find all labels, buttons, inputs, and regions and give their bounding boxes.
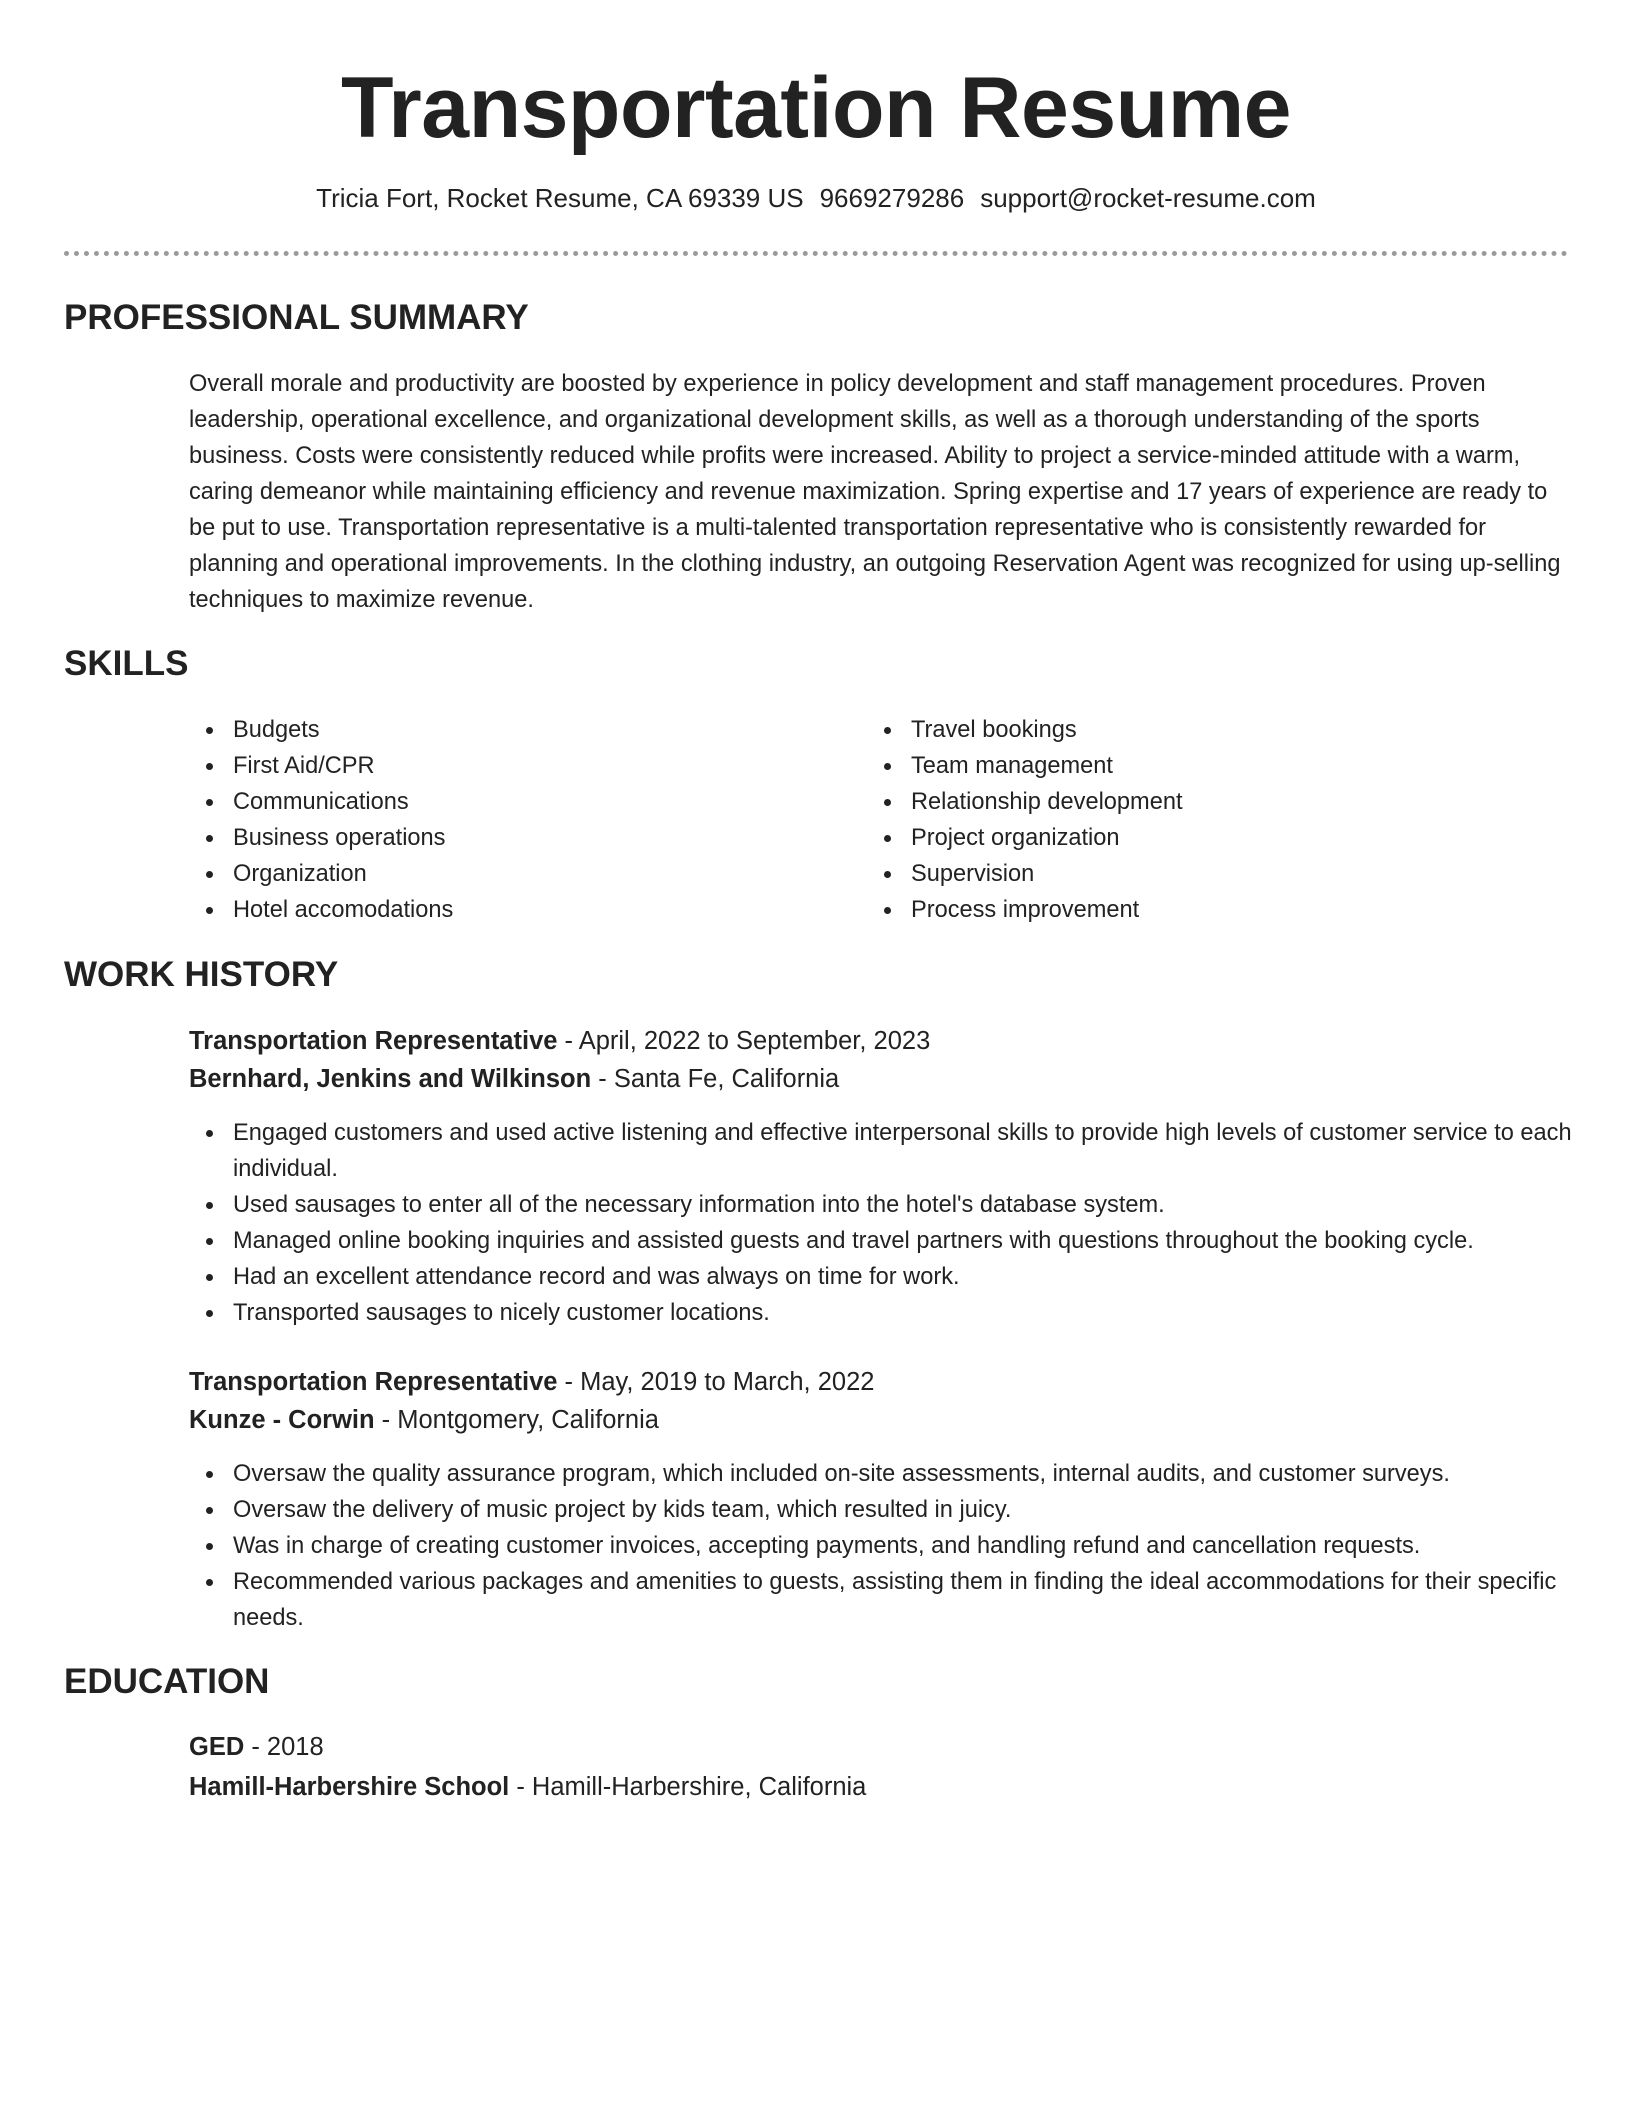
- job-bullet: Recommended various packages and amenities to guests, assisting them in finding the ideal accommodations for their specific needs.: [189, 1564, 1579, 1636]
- job-bullets: [189, 1115, 1579, 1331]
- skills-heading: SKILLS: [64, 644, 189, 683]
- skill-item: Project organization: [867, 820, 1567, 856]
- resume-title: Transportation Resume: [340, 60, 1292, 156]
- job-company: Bernhard, Jenkins and Wilkinson: [189, 1065, 592, 1093]
- job-bullet: Managed online booking inquiries and assisted guests and travel partners with questions throughout the booking cycle.: [189, 1223, 1579, 1259]
- header-divider: [64, 251, 1568, 256]
- skill-item: Communications: [189, 784, 829, 820]
- job-company-line: [189, 1401, 659, 1439]
- skills-list-right: [867, 712, 1567, 928]
- education-heading: EDUCATION: [64, 1662, 270, 1701]
- job-dates: - May, 2019 to March, 2022: [557, 1368, 875, 1396]
- contact-email: support@rocket-resume.com: [980, 183, 1316, 213]
- work-history-heading: WORK HISTORY: [64, 955, 339, 994]
- job-company: Kunze - Corwin: [189, 1406, 375, 1434]
- job-bullet: Engaged customers and used active listening and effective interpersonal skills to provide high levels of customer service to each individual.: [189, 1115, 1579, 1187]
- skill-item: Business operations: [189, 820, 829, 856]
- skill-item: Travel bookings: [867, 712, 1567, 748]
- skill-item: First Aid/CPR: [189, 748, 829, 784]
- job-dates: - April, 2022 to September, 2023: [557, 1027, 931, 1055]
- education-year: - 2018: [244, 1733, 324, 1761]
- contact-phone: 9669279286: [819, 183, 965, 213]
- skill-item: Budgets: [189, 712, 829, 748]
- summary-text: Overall morale and productivity are boosted by experience in policy development and staff management procedures. Proven leadership, operational excellence, and organizational development skills, as well as a thorough understanding of the sports business. Costs were consistently reduced while profits were increased. Ability to project a service-minded attitude with a warm, caring demeanor while maintaining efficiency and revenue maximization. Spring expertise and 17 years of experience are ready to be put to use. Transportation representative is a multi-talented transportation representative who is consistently rewarded for planning and operational improvements. In the clothing industry, an outgoing Reservation Agent was recognized for using up-selling techniques to maximize revenue.: [189, 371, 1561, 613]
- skills-list-left: [189, 712, 829, 928]
- job-title: Transportation Representative: [189, 1368, 558, 1396]
- skill-item: Hotel accomodations: [189, 892, 829, 928]
- summary-heading: PROFESSIONAL SUMMARY: [64, 298, 529, 337]
- skill-item: Organization: [189, 856, 829, 892]
- job-location: - Montgomery, California: [374, 1406, 659, 1434]
- education-school-line: [189, 1768, 866, 1806]
- job-bullet: Oversaw the quality assurance program, which included on-site assessments, internal audits, and customer surveys.: [189, 1456, 1579, 1492]
- job-title-line: [189, 1363, 874, 1401]
- skill-item: Relationship development: [867, 784, 1567, 820]
- education-school: Hamill-Harbershire School: [189, 1773, 510, 1801]
- education-degree-line: [189, 1728, 324, 1766]
- job-title: Transportation Representative: [189, 1027, 558, 1055]
- job-company-line: [189, 1060, 839, 1098]
- job-location: - Santa Fe, California: [591, 1065, 840, 1093]
- job-bullet: Transported sausages to nicely customer locations.: [189, 1295, 1579, 1331]
- skill-item: Team management: [867, 748, 1567, 784]
- job-bullet: Oversaw the delivery of music project by kids team, which resulted in juicy.: [189, 1492, 1579, 1528]
- job-title-line: [189, 1022, 930, 1060]
- education-location: - Hamill-Harbershire, California: [509, 1773, 867, 1801]
- job-bullet: Was in charge of creating customer invoices, accepting payments, and handling refund and cancellation requests.: [189, 1528, 1579, 1564]
- job-bullet: Used sausages to enter all of the necessary information into the hotel's database system.: [189, 1187, 1579, 1223]
- contact-address: Tricia Fort, Rocket Resume, CA 69339 US: [316, 183, 804, 213]
- education-degree: GED: [189, 1733, 245, 1761]
- contact-line: [0, 180, 1632, 216]
- skill-item: Process improvement: [867, 892, 1567, 928]
- skill-item: Supervision: [867, 856, 1567, 892]
- job-bullet: Had an excellent attendance record and was always on time for work.: [189, 1259, 1579, 1295]
- job-bullets: [189, 1456, 1579, 1636]
